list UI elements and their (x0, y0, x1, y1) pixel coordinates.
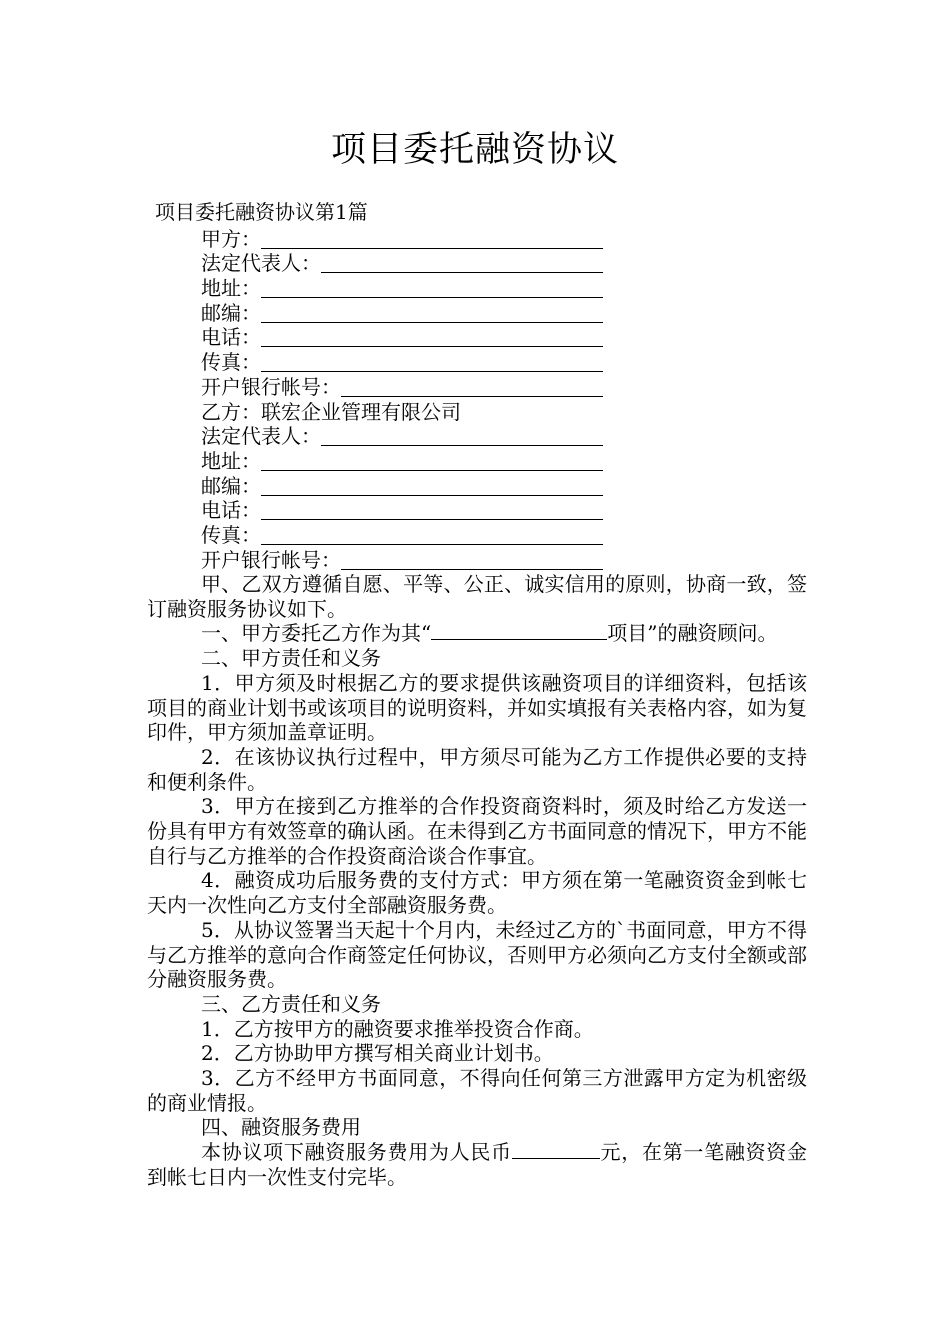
party-b-name-label: 乙方： (201, 399, 261, 424)
party-a-address-label: 地址： (201, 276, 261, 301)
party-b-fax-blank (261, 525, 603, 545)
party-a-phone-field (201, 325, 603, 350)
party-a-fax-label: 传真： (201, 350, 261, 375)
section-2-item-4: 4．融资成功后服务费的支付方式：甲方须在第一笔融资资金到帐七天内一次性向乙方支付全部融资服务费。 (147, 868, 807, 918)
party-b-postcode-blank (261, 476, 603, 496)
section-4-text-after: 元，在第一笔融资资金到帐七日内一次性支付完毕。 (147, 1140, 808, 1189)
party-b-rep-label: 法定代表人： (201, 424, 321, 449)
party-a-fax-field (201, 350, 603, 375)
party-b-address-label: 地址： (201, 448, 261, 473)
party-a-fax-blank (261, 352, 603, 372)
party-b-phone-label: 电话： (201, 498, 261, 523)
section-3-heading: 三、乙方责任和义务 (201, 991, 381, 1016)
party-b-fax-label: 传真： (201, 523, 261, 548)
party-a-address-blank (261, 278, 603, 298)
party-a-name-blank (261, 229, 603, 249)
intro-paragraph: 甲、乙双方遵循自愿、平等、公正、诚实信用的原则，协商一致，签订融资服务协议如下。 (147, 572, 807, 621)
party-a-phone-label: 电话： (201, 325, 261, 350)
party-b-phone-blank (261, 500, 603, 520)
section-3-item-1: 1．乙方按甲方的融资要求推举投资合作商。 (201, 1016, 594, 1041)
party-a-address-field (201, 275, 603, 300)
party-b-name-value: 联宏企业管理有限公司 (261, 399, 461, 424)
party-b-address-blank (261, 451, 603, 471)
party-b-bank-field (201, 547, 603, 572)
section-3-item-3: 3．乙方不经甲方书面同意，不得向任何第三方泄露甲方定为机密级的商业情报。 (147, 1066, 807, 1115)
section-2-item-1: 1．甲方须及时根据乙方的要求提供该融资项目的详细资料，包括该项目的商业计划书或该项目的说明资料，并如实填报有关表格内容，如为复印件，甲方须加盖章证明。 (147, 670, 807, 745)
party-b-bank-label: 开户银行帐号： (201, 547, 341, 572)
party-a-postcode-field (201, 300, 603, 325)
fee-amount-blank (512, 1140, 600, 1159)
clause-1-text-before: 一、甲方委托乙方作为其“ (201, 621, 432, 646)
party-a-postcode-blank (261, 303, 603, 323)
party-a-phone-blank (261, 327, 603, 347)
party-b-name-field (201, 399, 603, 424)
party-b-phone-field (201, 498, 603, 523)
project-name-blank (431, 621, 607, 640)
party-a-bank-label: 开户银行帐号： (201, 374, 341, 399)
party-b-address-field (201, 448, 603, 473)
section-4-paragraph (147, 1140, 807, 1189)
party-a-rep-label: 法定代表人： (201, 251, 321, 276)
clause-1-text-after: 项目”的融资顾问。 (607, 621, 778, 646)
party-a-postcode-label: 邮编： (201, 300, 261, 325)
party-a-bank-field (201, 374, 603, 399)
section-2-heading: 二、甲方责任和义务 (201, 646, 381, 671)
party-a-rep-field (201, 251, 603, 276)
section-2-item-2: 2．在该协议执行过程中，甲方须尽可能为乙方工作提供必要的支持和便利条件。 (147, 744, 807, 794)
clause-1-paragraph (147, 621, 807, 646)
party-a-name-field (201, 226, 603, 251)
party-a-rep-blank (321, 253, 603, 273)
document-subtitle: 项目委托融资协议第1篇 (155, 200, 368, 224)
section-3-item-2: 2．乙方协助甲方撰写相关商业计划书。 (201, 1041, 554, 1066)
section-4-text-before: 本协议项下融资服务费用为人民币 (201, 1140, 512, 1165)
party-b-rep-blank (321, 426, 603, 446)
section-2-item-5: 5．从协议签署当天起十个月内，未经过乙方的`书面同意，甲方不得与乙方推举的意向合作商签定任何协议，否则甲方必须向乙方支付全额或部分融资服务费。 (147, 917, 807, 992)
party-b-rep-field (201, 424, 603, 449)
party-b-postcode-label: 邮编： (201, 473, 261, 498)
section-2-item-3: 3．甲方在接到乙方推举的合作投资商资料时，须及时给乙方发送一份具有甲方有效签章的确认函。在未得到乙方书面同意的情况下，甲方不能自行与乙方推举的合作投资商洽谈合作事宜。 (147, 794, 807, 868)
party-b-bank-blank (341, 550, 603, 570)
party-b-postcode-field (201, 473, 603, 498)
party-a-bank-blank (341, 377, 603, 397)
party-a-name-label: 甲方： (201, 226, 261, 251)
party-b-fax-field (201, 522, 603, 547)
agreement-body (147, 572, 807, 1190)
section-4-heading: 四、融资服务费用 (201, 1115, 361, 1140)
document-title: 项目委托融资协议 (330, 130, 619, 170)
